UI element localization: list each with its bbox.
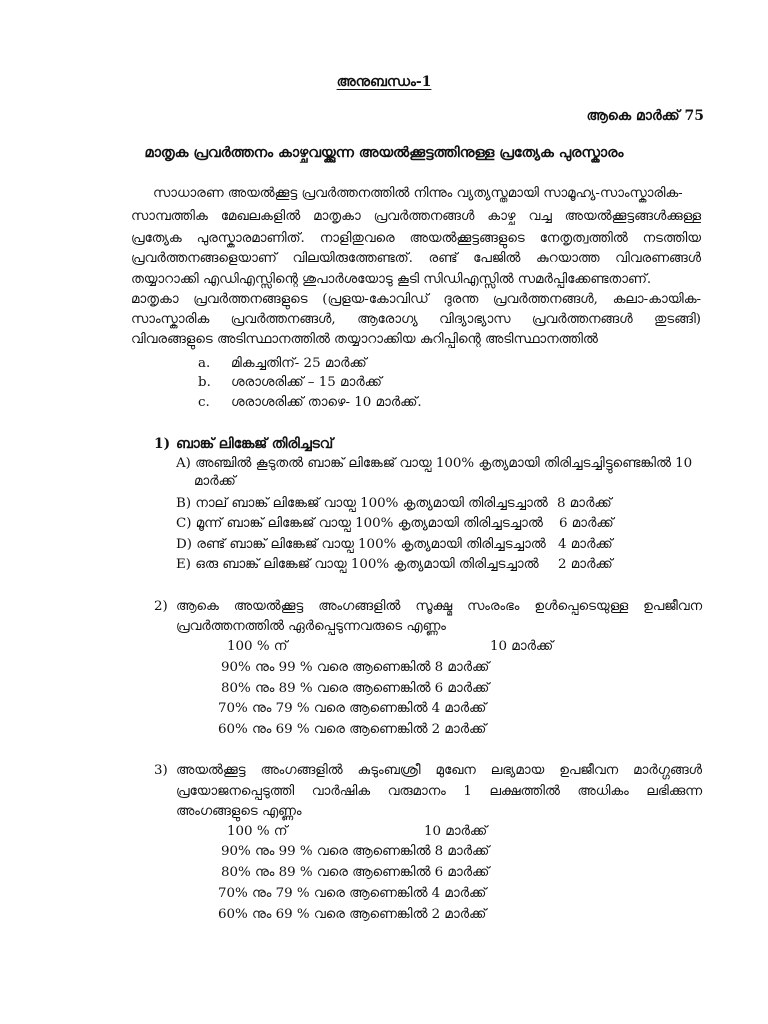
section3-line: പ്രയോജനപ്പെടുത്തി വാർഷിക വരുമാനം 1 ലക്ഷത്തിൽ അധികം ലഭിക്കുന്ന — [176, 784, 702, 799]
intro-line: തയ്യാറാക്കി എഡിഎസ്സിന്റെ ശുപാർശയോടു കൂടി സിഡിഎസ്സിൽ സമർപ്പിക്കേണ്ടതാണ്. — [131, 272, 652, 287]
intro-line: മാതൃകാ പ്രവർത്തനങ്ങളുടെ (പ്രളയ-കോവിഡ് ദുരന്ത പ്രവർത്തനങ്ങൾ, കലാ-കായിക- — [131, 292, 701, 307]
intro-line: പ്രത്യേക പുരസ്കാരമാണിത്. നാളിതുവരെ അയൽക്കൂട്ടങ്ങളുടെ നേതൃത്വത്തിൽ നടത്തിയ — [131, 231, 701, 246]
section3-row: 80% നും 89 % വരെ ആണെങ്കിൽ 6 മാർക്ക് — [221, 865, 490, 880]
section3-first-marks: 10 മാർക്ക് — [424, 824, 488, 839]
section-number: 3) — [154, 763, 168, 778]
section2-line: ആകെ അയൽക്കൂട്ട അംഗങ്ങളിൽ സൂക്ഷ്മ സംരംഭം ഉൾപ്പെടെയുള്ള ഉപജീവന — [176, 599, 702, 614]
section3-row: 60% നും 69 % വരെ ആണെങ്കിൽ 2 മാർക്ക് — [218, 907, 487, 922]
section3-line: അയൽക്കൂട്ട അംഗങ്ങളിൽ കുടുംബശ്രീ മുഖേന ലഭ്യമായ ഉപജീവന മാർഗ്ഗങ്ങൾ — [176, 763, 702, 778]
intro-line: പ്രവർത്തനങ്ങളെയാണ് വിലയിരുത്തേണ്ടത്. രണ്ട് പേജിൽ കുറയാത്ത വിവരണങ്ങൾ — [131, 251, 701, 266]
grade-letter: c. — [198, 395, 210, 410]
section3-row: 90% നും 99 % വരെ ആണെങ്കിൽ 8 മാർക്ക് — [221, 844, 490, 859]
section-heading: ബാങ്ക് ലിങ്കേജ് തിരിച്ചടവ് — [176, 436, 333, 452]
section1-item-cont: മാർക്ക് — [194, 474, 236, 489]
section2-first-marks: 10 മാർക്ക് — [490, 639, 554, 654]
grade-letter: b. — [198, 375, 211, 390]
section2-row: 90% നും 99 % വരെ ആണെങ്കിൽ 8 മാർക്ക് — [221, 660, 490, 675]
grade-text: മികച്ചതിന്- 25 മാർക്ക് — [231, 356, 367, 371]
section2-row: 70% നും 79 % വരെ ആണെങ്കിൽ 4 മാർക്ക് — [218, 701, 487, 716]
grade-text: ശരാശരിക്ക് താഴെ- 10 മാർക്ക്. — [231, 395, 422, 410]
main-title: മാതൃക പ്രവർത്തനം കാഴ്ചവയ്ക്കുന്ന അയൽക്കൂട്ടത്തിനുള്ള പ്രത്യേക പുരസ്കാരം — [144, 144, 624, 161]
section1-marks: 4 മാർക്ക് — [558, 537, 613, 552]
section-number: 2) — [154, 599, 168, 614]
intro-line: സാമ്പത്തിക മേഖലകളിൽ മാതൃകാ പ്രവർത്തനങ്ങൾ കാഴ്ച വച്ച അയൽക്കൂട്ടങ്ങൾക്കുള്ള — [131, 209, 701, 224]
section2-first-label: 100 % ന് — [227, 639, 288, 654]
section1-item: A) അഞ്ചിൽ കൂടുതൽ ബാങ്ക് ലിങ്കേജ് വായ്പ 100% കൃത്യമായി തിരിച്ചടച്ചിട്ടുണ്ടെങ്കിൽ 10 — [176, 456, 693, 471]
section3-line: അംഗങ്ങളുടെ എണ്ണം — [176, 804, 302, 819]
section1-marks: 8 മാർക്ക് — [557, 496, 612, 511]
grade-letter: a. — [198, 356, 211, 371]
section1-item: D) രണ്ട് ബാങ്ക് ലിങ്കേജ് വായ്പ 100% കൃത്യമായി തിരിച്ചടച്ചാൽ — [176, 537, 546, 552]
total-marks: ആകെ മാർക്ക് 75 — [586, 108, 704, 124]
intro-line: വിവരങ്ങളുടെ അടിസ്ഥാനത്തിൽ തയ്യാറാക്കിയ കുറിപ്പിന്റെ അടിസ്ഥാനത്തിൽ — [131, 332, 598, 347]
section2-line: പ്രവർത്തനത്തിൽ ഏർപ്പെടുന്നവരുടെ എണ്ണം — [176, 619, 446, 634]
section1-item: B) നാല് ബാങ്ക് ലിങ്കേജ് വായ്പ 100% കൃത്യമായി തിരിച്ചടച്ചാൽ — [176, 496, 548, 511]
section-number: 1) — [154, 436, 171, 452]
intro-line: സാധാരണ അയൽക്കൂട്ട പ്രവർത്തനത്തിൽ നിന്നും വ്യത്യസ്തമായി സാമൂഹ്യ-സാംസ്കാരിക- — [153, 186, 683, 201]
grade-text: ശരാശരിക്ക് – 15 മാർക്ക് — [231, 375, 382, 390]
section1-marks: 6 മാർക്ക് — [559, 516, 614, 531]
section3-row: 70% നും 79 % വരെ ആണെങ്കിൽ 4 മാർക്ക് — [218, 886, 487, 901]
section2-row: 60% നും 69 % വരെ ആണെങ്കിൽ 2 മാർക്ക് — [218, 722, 487, 737]
intro-line: സാംസ്കാരിക പ്രവർത്തനങ്ങൾ, ആരോഗ്യ വിദ്യാഭ്യാസ പ്രവർത്തനങ്ങൾ തുടങ്ങി) — [131, 312, 701, 327]
section1-marks: 2 മാർക്ക് — [558, 557, 613, 572]
section1-item: C) മൂന്ന് ബാങ്ക് ലിങ്കേജ് വായ്പ 100% കൃത്യമായി തിരിച്ചടച്ചാൽ — [176, 516, 543, 531]
section2-row: 80% നും 89 % വരെ ആണെങ്കിൽ 6 മാർക്ക് — [221, 681, 490, 696]
annex-title: അനുബന്ധം-1 — [336, 74, 432, 90]
section3-first-label: 100 % ന് — [227, 824, 288, 839]
section1-item: E) ഒരു ബാങ്ക് ലിങ്കേജ് വായ്പ 100% കൃത്യമായി തിരിച്ചടച്ചാൽ — [176, 557, 539, 572]
